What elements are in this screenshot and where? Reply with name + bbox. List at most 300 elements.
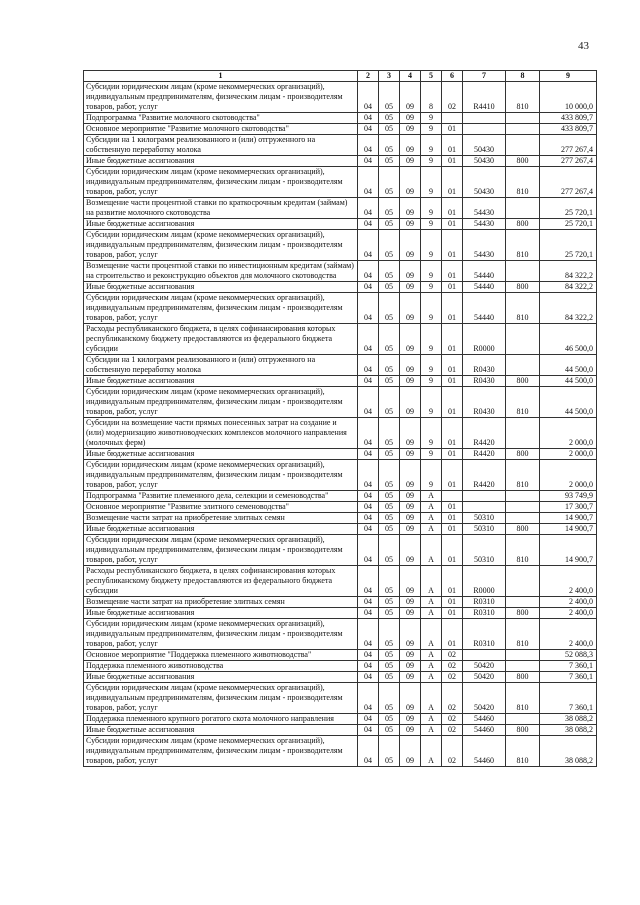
- row-code-cell: 9: [421, 387, 442, 418]
- row-code-cell: А: [421, 672, 442, 683]
- row-code-cell: 04: [358, 230, 379, 261]
- row-code-cell: А: [421, 650, 442, 661]
- row-amount-cell: 44 500,0: [540, 376, 597, 387]
- row-code-cell: 9: [421, 135, 442, 156]
- row-amount-cell: 38 088,2: [540, 714, 597, 725]
- table-row: [84, 324, 597, 355]
- row-code-cell: 01: [442, 597, 463, 608]
- row-amount-cell: 93 749,9: [540, 491, 597, 502]
- row-code-cell: [506, 355, 540, 376]
- row-code-cell: 09: [400, 449, 421, 460]
- row-code-cell: А: [421, 502, 442, 513]
- row-code-cell: 05: [379, 714, 400, 725]
- table-row: [84, 597, 597, 608]
- row-code-cell: 09: [400, 513, 421, 524]
- row-code-cell: 04: [358, 167, 379, 198]
- row-code-cell: 01: [442, 376, 463, 387]
- row-amount-cell: 277 267,4: [540, 156, 597, 167]
- row-code-cell: 04: [358, 608, 379, 619]
- row-code-cell: 05: [379, 725, 400, 736]
- row-amount-cell: 2 400,0: [540, 608, 597, 619]
- row-code-cell: 810: [506, 535, 540, 566]
- row-code-cell: [506, 502, 540, 513]
- row-code-cell: 54460: [463, 725, 506, 736]
- row-code-cell: 01: [442, 293, 463, 324]
- row-amount-cell: 84 322,2: [540, 293, 597, 324]
- row-name-cell: Субсидии юридическим лицам (кроме некоммерческих организаций), индивидуальным предпринимателям, физическим лицам - производителям товаров, работ, услуг: [84, 82, 358, 113]
- row-code-cell: R4420: [463, 418, 506, 449]
- row-name-cell: Субсидии юридическим лицам (кроме некоммерческих организаций), индивидуальным предпринимателям, физическим лицам - производителям товаров, работ, услуг: [84, 736, 358, 767]
- row-code-cell: 50420: [463, 661, 506, 672]
- row-code-cell: 9: [421, 156, 442, 167]
- row-name-cell: Субсидии юридическим лицам (кроме некоммерческих организаций), индивидуальным предпринимателям, физическим лицам - производителям товаров, работ, услуг: [84, 230, 358, 261]
- row-amount-cell: 44 500,0: [540, 355, 597, 376]
- row-code-cell: 800: [506, 282, 540, 293]
- row-code-cell: 02: [442, 82, 463, 113]
- row-code-cell: 09: [400, 418, 421, 449]
- row-name-cell: Возмещение части процентной ставки по краткосрочным кредитам (займам) на развитие молочного скотоводства: [84, 198, 358, 219]
- row-code-cell: 02: [442, 714, 463, 725]
- row-code-cell: А: [421, 513, 442, 524]
- row-code-cell: 50430: [463, 135, 506, 156]
- row-code-cell: [463, 124, 506, 135]
- row-code-cell: [506, 650, 540, 661]
- row-code-cell: 800: [506, 524, 540, 535]
- row-name-cell: Иные бюджетные ассигнования: [84, 376, 358, 387]
- row-code-cell: 09: [400, 219, 421, 230]
- row-code-cell: 800: [506, 725, 540, 736]
- row-code-cell: 01: [442, 167, 463, 198]
- row-code-cell: 04: [358, 376, 379, 387]
- row-code-cell: 9: [421, 355, 442, 376]
- table-row: [84, 82, 597, 113]
- row-code-cell: 04: [358, 736, 379, 767]
- row-code-cell: 9: [421, 449, 442, 460]
- column-header: 9: [540, 71, 597, 82]
- row-name-cell: Иные бюджетные ассигнования: [84, 156, 358, 167]
- row-code-cell: 01: [442, 502, 463, 513]
- table-row: [84, 725, 597, 736]
- row-code-cell: [506, 566, 540, 597]
- row-code-cell: [506, 324, 540, 355]
- row-code-cell: 54430: [463, 198, 506, 219]
- column-header: 2: [358, 71, 379, 82]
- row-code-cell: 04: [358, 502, 379, 513]
- row-name-cell: Иные бюджетные ассигнования: [84, 608, 358, 619]
- row-amount-cell: 2 000,0: [540, 449, 597, 460]
- row-code-cell: 04: [358, 282, 379, 293]
- row-name-cell: Основное мероприятие "Развитие элитного семеноводства": [84, 502, 358, 513]
- row-amount-cell: 25 720,1: [540, 230, 597, 261]
- row-amount-cell: 2 000,0: [540, 460, 597, 491]
- row-code-cell: 54460: [463, 736, 506, 767]
- row-code-cell: А: [421, 535, 442, 566]
- row-code-cell: 04: [358, 672, 379, 683]
- row-amount-cell: 25 720,1: [540, 198, 597, 219]
- row-name-cell: Возмещение части затрат на приобретение элитных семян: [84, 513, 358, 524]
- row-code-cell: 810: [506, 293, 540, 324]
- row-code-cell: 01: [442, 535, 463, 566]
- row-amount-cell: 38 088,2: [540, 736, 597, 767]
- table-row: [84, 566, 597, 597]
- row-code-cell: 09: [400, 113, 421, 124]
- row-amount-cell: 2 400,0: [540, 619, 597, 650]
- table-row: [84, 672, 597, 683]
- row-amount-cell: 84 322,2: [540, 282, 597, 293]
- row-code-cell: А: [421, 714, 442, 725]
- row-code-cell: 810: [506, 683, 540, 714]
- table-row: [84, 683, 597, 714]
- row-code-cell: 09: [400, 376, 421, 387]
- row-code-cell: 800: [506, 156, 540, 167]
- row-code-cell: 05: [379, 566, 400, 597]
- row-code-cell: 09: [400, 230, 421, 261]
- row-code-cell: 01: [442, 608, 463, 619]
- column-header: 3: [379, 71, 400, 82]
- row-code-cell: 09: [400, 736, 421, 767]
- header-row: [84, 71, 597, 82]
- table-row: [84, 714, 597, 725]
- row-amount-cell: 2 000,0: [540, 418, 597, 449]
- table-row: [84, 113, 597, 124]
- row-code-cell: R4420: [463, 460, 506, 491]
- row-amount-cell: 52 088,3: [540, 650, 597, 661]
- row-code-cell: 800: [506, 376, 540, 387]
- row-code-cell: 05: [379, 650, 400, 661]
- row-code-cell: 09: [400, 725, 421, 736]
- row-code-cell: 54440: [463, 293, 506, 324]
- row-code-cell: 9: [421, 282, 442, 293]
- row-code-cell: 01: [442, 418, 463, 449]
- row-code-cell: 05: [379, 324, 400, 355]
- row-name-cell: Субсидии на 1 килограмм реализованного и (или) отгруженного на собственную переработку молока: [84, 135, 358, 156]
- row-code-cell: 09: [400, 524, 421, 535]
- row-name-cell: Иные бюджетные ассигнования: [84, 449, 358, 460]
- row-code-cell: 05: [379, 124, 400, 135]
- table-row: [84, 387, 597, 418]
- table-row: [84, 376, 597, 387]
- table-row: [84, 650, 597, 661]
- row-code-cell: 04: [358, 597, 379, 608]
- row-code-cell: 05: [379, 736, 400, 767]
- row-code-cell: 04: [358, 156, 379, 167]
- row-code-cell: 9: [421, 230, 442, 261]
- row-code-cell: [506, 113, 540, 124]
- row-code-cell: 09: [400, 491, 421, 502]
- row-code-cell: [506, 513, 540, 524]
- row-name-cell: Иные бюджетные ассигнования: [84, 282, 358, 293]
- table-row: [84, 608, 597, 619]
- row-code-cell: [506, 714, 540, 725]
- row-amount-cell: 277 267,4: [540, 167, 597, 198]
- row-code-cell: 04: [358, 619, 379, 650]
- row-code-cell: R0430: [463, 355, 506, 376]
- row-code-cell: 9: [421, 219, 442, 230]
- row-code-cell: 50420: [463, 683, 506, 714]
- row-code-cell: 09: [400, 535, 421, 566]
- row-code-cell: [506, 597, 540, 608]
- row-code-cell: 54430: [463, 219, 506, 230]
- row-code-cell: [463, 502, 506, 513]
- row-name-cell: Возмещение части процентной ставки по инвестиционным кредитам (займам) на строительство и реконструкцию объектов для молочного скотоводства: [84, 261, 358, 282]
- column-header: 4: [400, 71, 421, 82]
- row-code-cell: 04: [358, 449, 379, 460]
- row-code-cell: 05: [379, 683, 400, 714]
- row-code-cell: 01: [442, 219, 463, 230]
- row-code-cell: 9: [421, 293, 442, 324]
- row-code-cell: [506, 261, 540, 282]
- row-code-cell: 05: [379, 491, 400, 502]
- row-code-cell: 54440: [463, 282, 506, 293]
- row-code-cell: А: [421, 608, 442, 619]
- row-name-cell: Субсидии юридическим лицам (кроме некоммерческих организаций), индивидуальным предпринимателям, физическим лицам - производителям товаров, работ, услуг: [84, 387, 358, 418]
- row-code-cell: [442, 113, 463, 124]
- row-code-cell: 9: [421, 418, 442, 449]
- row-code-cell: 05: [379, 597, 400, 608]
- row-code-cell: 05: [379, 524, 400, 535]
- column-header: 1: [84, 71, 358, 82]
- row-code-cell: 04: [358, 535, 379, 566]
- row-amount-cell: 14 900,7: [540, 513, 597, 524]
- row-code-cell: 04: [358, 324, 379, 355]
- row-code-cell: А: [421, 661, 442, 672]
- row-code-cell: 810: [506, 230, 540, 261]
- budget-table: [83, 70, 597, 767]
- row-code-cell: 810: [506, 387, 540, 418]
- table-row: [84, 460, 597, 491]
- row-code-cell: 05: [379, 513, 400, 524]
- row-code-cell: 09: [400, 661, 421, 672]
- row-code-cell: 50310: [463, 535, 506, 566]
- table-row: [84, 282, 597, 293]
- row-code-cell: 09: [400, 672, 421, 683]
- row-code-cell: 9: [421, 113, 442, 124]
- row-name-cell: Поддержка племенного крупного рогатого скота молочного направления: [84, 714, 358, 725]
- table-row: [84, 198, 597, 219]
- row-name-cell: Иные бюджетные ассигнования: [84, 524, 358, 535]
- row-code-cell: 05: [379, 608, 400, 619]
- row-code-cell: 09: [400, 683, 421, 714]
- row-code-cell: 05: [379, 82, 400, 113]
- row-amount-cell: 7 360,1: [540, 661, 597, 672]
- row-amount-cell: 44 500,0: [540, 387, 597, 418]
- table-body: [84, 71, 597, 767]
- table-row: [84, 156, 597, 167]
- row-amount-cell: 433 809,7: [540, 124, 597, 135]
- row-code-cell: 04: [358, 219, 379, 230]
- row-code-cell: 05: [379, 449, 400, 460]
- table-row: [84, 736, 597, 767]
- row-code-cell: 04: [358, 524, 379, 535]
- row-code-cell: 9: [421, 167, 442, 198]
- row-name-cell: Субсидии юридическим лицам (кроме некоммерческих организаций), индивидуальным предпринимателям, физическим лицам - производителям товаров, работ, услуг: [84, 619, 358, 650]
- row-code-cell: А: [421, 566, 442, 597]
- row-code-cell: R0310: [463, 608, 506, 619]
- row-code-cell: 01: [442, 460, 463, 491]
- row-code-cell: 04: [358, 261, 379, 282]
- row-code-cell: 09: [400, 82, 421, 113]
- row-code-cell: 09: [400, 293, 421, 324]
- row-code-cell: 04: [358, 566, 379, 597]
- page-number: 43: [578, 40, 589, 52]
- row-code-cell: [506, 418, 540, 449]
- row-code-cell: 09: [400, 460, 421, 491]
- row-code-cell: 01: [442, 124, 463, 135]
- column-header: 5: [421, 71, 442, 82]
- row-code-cell: 01: [442, 355, 463, 376]
- row-amount-cell: 10 000,0: [540, 82, 597, 113]
- row-code-cell: 8: [421, 82, 442, 113]
- row-name-cell: Иные бюджетные ассигнования: [84, 219, 358, 230]
- row-code-cell: 05: [379, 282, 400, 293]
- table-row: [84, 135, 597, 156]
- row-code-cell: [442, 491, 463, 502]
- row-code-cell: 05: [379, 672, 400, 683]
- row-code-cell: А: [421, 736, 442, 767]
- row-amount-cell: 2 400,0: [540, 597, 597, 608]
- row-amount-cell: 46 500,0: [540, 324, 597, 355]
- row-code-cell: 54440: [463, 261, 506, 282]
- row-code-cell: 05: [379, 502, 400, 513]
- row-code-cell: 01: [442, 135, 463, 156]
- row-code-cell: 50420: [463, 672, 506, 683]
- row-code-cell: 50310: [463, 513, 506, 524]
- row-code-cell: 9: [421, 261, 442, 282]
- row-amount-cell: 84 322,2: [540, 261, 597, 282]
- table-row: [84, 524, 597, 535]
- row-code-cell: 09: [400, 198, 421, 219]
- column-header: 8: [506, 71, 540, 82]
- row-code-cell: 09: [400, 502, 421, 513]
- row-code-cell: 01: [442, 513, 463, 524]
- row-code-cell: А: [421, 491, 442, 502]
- table-row: [84, 293, 597, 324]
- row-code-cell: 02: [442, 672, 463, 683]
- row-amount-cell: 25 720,1: [540, 219, 597, 230]
- row-code-cell: А: [421, 725, 442, 736]
- table-row: [84, 449, 597, 460]
- row-code-cell: А: [421, 524, 442, 535]
- row-code-cell: 04: [358, 124, 379, 135]
- table-row: [84, 355, 597, 376]
- row-code-cell: 810: [506, 736, 540, 767]
- row-amount-cell: 38 088,2: [540, 725, 597, 736]
- row-amount-cell: 433 809,7: [540, 113, 597, 124]
- row-code-cell: 800: [506, 608, 540, 619]
- row-code-cell: 54460: [463, 714, 506, 725]
- row-code-cell: 810: [506, 619, 540, 650]
- row-name-cell: Расходы республиканского бюджета, в целях софинансирования которых республиканскому бюджету предоставляются из федерального бюджета субсидии: [84, 324, 358, 355]
- row-name-cell: Возмещение части затрат на приобретение элитных семян: [84, 597, 358, 608]
- row-code-cell: [506, 135, 540, 156]
- row-amount-cell: 277 267,4: [540, 135, 597, 156]
- row-code-cell: R0000: [463, 566, 506, 597]
- row-name-cell: Подпрограмма "Развитие молочного скотоводства": [84, 113, 358, 124]
- row-code-cell: 09: [400, 608, 421, 619]
- row-code-cell: 04: [358, 683, 379, 714]
- table-row: [84, 261, 597, 282]
- row-name-cell: Субсидии юридическим лицам (кроме некоммерческих организаций), индивидуальным предпринимателям, физическим лицам - производителям товаров, работ, услуг: [84, 460, 358, 491]
- row-name-cell: Иные бюджетные ассигнования: [84, 725, 358, 736]
- row-code-cell: 01: [442, 324, 463, 355]
- row-code-cell: 01: [442, 198, 463, 219]
- table-row: [84, 661, 597, 672]
- row-code-cell: 05: [379, 355, 400, 376]
- row-code-cell: 09: [400, 261, 421, 282]
- row-code-cell: 05: [379, 619, 400, 650]
- row-name-cell: Субсидии юридическим лицам (кроме некоммерческих организаций), индивидуальным предпринимателям, физическим лицам - производителям товаров, работ, услуг: [84, 535, 358, 566]
- row-code-cell: 09: [400, 566, 421, 597]
- row-code-cell: 09: [400, 387, 421, 418]
- row-code-cell: 04: [358, 82, 379, 113]
- row-code-cell: 810: [506, 167, 540, 198]
- row-code-cell: 05: [379, 661, 400, 672]
- row-code-cell: 800: [506, 219, 540, 230]
- row-code-cell: 05: [379, 167, 400, 198]
- row-code-cell: 09: [400, 324, 421, 355]
- row-code-cell: 02: [442, 736, 463, 767]
- row-code-cell: 02: [442, 683, 463, 714]
- row-name-cell: Основное мероприятие "Развитие молочного скотоводства": [84, 124, 358, 135]
- row-code-cell: 05: [379, 418, 400, 449]
- row-code-cell: 09: [400, 124, 421, 135]
- row-code-cell: 9: [421, 376, 442, 387]
- row-amount-cell: 7 360,1: [540, 672, 597, 683]
- row-code-cell: 810: [506, 82, 540, 113]
- row-code-cell: 01: [442, 524, 463, 535]
- row-code-cell: 01: [442, 261, 463, 282]
- row-name-cell: Субсидии юридическим лицам (кроме некоммерческих организаций), индивидуальным предпринимателям, физическим лицам - производителям товаров, работ, услуг: [84, 293, 358, 324]
- row-code-cell: 05: [379, 535, 400, 566]
- row-code-cell: 09: [400, 167, 421, 198]
- row-name-cell: Субсидии на 1 килограмм реализованного и (или) отгруженного на собственную переработку молока: [84, 355, 358, 376]
- row-name-cell: Субсидии на возмещение части прямых понесенных затрат на создание и (или) модернизацию животноводческих комплексов молочного направления (молочных ферм): [84, 418, 358, 449]
- row-amount-cell: 7 360,1: [540, 683, 597, 714]
- row-code-cell: 04: [358, 355, 379, 376]
- row-amount-cell: 17 300,7: [540, 502, 597, 513]
- row-code-cell: 810: [506, 460, 540, 491]
- table-row: [84, 619, 597, 650]
- row-code-cell: [506, 198, 540, 219]
- row-code-cell: 05: [379, 387, 400, 418]
- row-code-cell: А: [421, 597, 442, 608]
- row-code-cell: 04: [358, 418, 379, 449]
- row-code-cell: R0430: [463, 376, 506, 387]
- row-code-cell: 04: [358, 714, 379, 725]
- table-row: [84, 418, 597, 449]
- row-code-cell: [506, 661, 540, 672]
- row-amount-cell: 2 400,0: [540, 566, 597, 597]
- row-code-cell: 04: [358, 491, 379, 502]
- row-code-cell: 05: [379, 261, 400, 282]
- row-code-cell: [463, 491, 506, 502]
- row-code-cell: 01: [442, 566, 463, 597]
- row-code-cell: 50310: [463, 524, 506, 535]
- row-code-cell: А: [421, 619, 442, 650]
- row-code-cell: 05: [379, 230, 400, 261]
- row-name-cell: Поддержка племенного животноводства: [84, 661, 358, 672]
- row-code-cell: R0310: [463, 619, 506, 650]
- row-code-cell: 05: [379, 376, 400, 387]
- row-code-cell: 01: [442, 449, 463, 460]
- table-row: [84, 167, 597, 198]
- row-code-cell: R0310: [463, 597, 506, 608]
- row-code-cell: 04: [358, 198, 379, 219]
- row-code-cell: 02: [442, 725, 463, 736]
- column-header: 6: [442, 71, 463, 82]
- row-code-cell: 04: [358, 460, 379, 491]
- row-code-cell: [506, 124, 540, 135]
